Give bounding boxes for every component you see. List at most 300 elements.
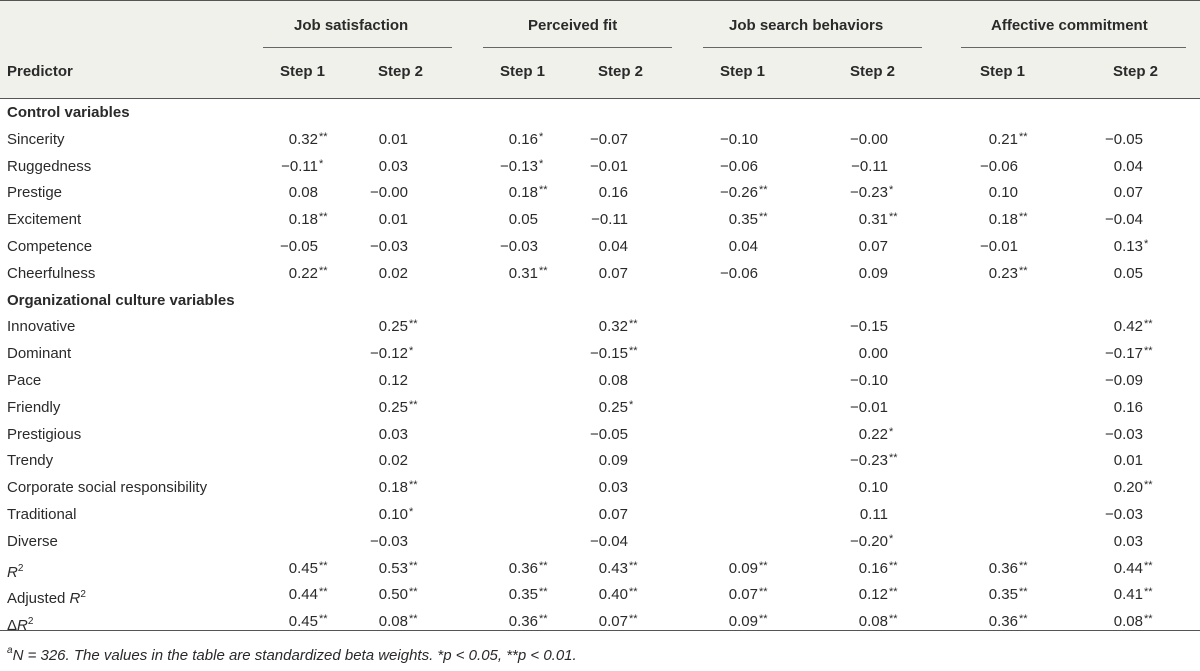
cell-value: 0.03 [378,425,408,443]
significance-marker: ** [629,586,638,599]
cell-value: −0.13 [500,157,538,175]
significance-marker: ** [319,613,328,626]
cell-value: 0.53 [378,559,408,577]
table-cell [245,211,335,230]
significance-marker: * [1144,238,1149,250]
cell-value: −0.00 [850,130,888,148]
footnote [7,646,577,664]
cell-value: −0.09 [1105,372,1143,389]
predictor-header: Predictor [7,63,73,80]
cell-value: −0.01 [980,238,1018,255]
significance-marker: ** [889,586,898,599]
cell-value: −0.10 [720,130,758,148]
cell-value: 0.03 [378,157,408,175]
table-cell [465,158,555,177]
significance-marker: ** [759,586,768,599]
stat-label-var: R [69,590,81,608]
cell-value: −0.03 [370,238,408,255]
significance-marker: ** [1144,559,1153,572]
significance-marker: ** [1144,613,1153,626]
cell-value: −0.05 [1105,130,1143,148]
row-label: Pace [7,372,42,389]
row-label: Corporate social responsibility [7,479,208,497]
significance-marker: ** [759,211,768,224]
cell-value: 0.01 [1113,452,1143,470]
table-cell [335,506,425,525]
cell-value: 0.16 [858,559,888,577]
table-cell [245,131,335,150]
cell-value: 0.20 [1113,479,1143,497]
table-cell [335,131,425,149]
significance-marker: ** [319,559,328,572]
significance-marker: * [319,157,324,170]
table-cell [1070,560,1160,579]
footnote-marker: a [7,645,13,656]
significance-marker: ** [539,613,548,626]
table-cell [945,184,1035,202]
table-cell [815,452,905,471]
table-cell [685,211,775,230]
row-label: Prestigious [7,425,82,443]
table-cell [465,560,555,579]
table-cell [465,265,555,284]
table-cell [685,560,775,579]
significance-marker: ** [409,613,418,626]
row-label: Dominant [7,345,72,363]
table-cell [335,238,425,256]
significance-marker: ** [629,318,638,331]
cell-value: 0.09 [728,559,758,577]
cell-value: −0.23 [850,184,888,202]
cell-value: 0.07 [598,264,628,282]
significance-marker: ** [1019,211,1028,224]
significance-marker: ** [319,264,328,277]
table-cell [685,158,775,176]
table-cell [245,238,335,256]
table-cell [465,184,555,203]
significance-marker: ** [1019,559,1028,572]
cell-value: −0.12 [370,345,408,363]
cell-value: −0.11 [591,211,628,229]
cell-value: 0.32 [288,130,318,148]
significance-marker: ** [409,559,418,572]
step-header: Step 1 [279,63,325,80]
cell-value: 0.02 [378,452,408,470]
table-cell [815,533,905,552]
cell-value: 0.04 [1113,157,1143,175]
table-cell [555,238,645,256]
table-cell [815,184,905,203]
significance-marker: ** [1019,264,1028,277]
table-cell [815,131,905,149]
cell-value: 0.42 [1113,318,1143,336]
table-cell [1070,158,1160,176]
significance-marker: ** [759,559,768,572]
row-label: Innovative [7,318,76,336]
cell-value: 0.18 [378,479,408,497]
table-cell [1070,613,1160,632]
stat-label [7,586,86,608]
table-cell [335,613,425,632]
table-cell [685,613,775,632]
cell-value: 0.07 [1113,184,1143,202]
table-cell [815,479,905,497]
cell-value: 0.04 [598,238,628,255]
cell-value: 0.43 [598,559,628,577]
table-cell [815,586,905,605]
cell-value: −0.20 [850,532,888,550]
cell-value: −0.15 [850,318,888,336]
cell-value: −0.17 [1105,345,1143,363]
table-cell [1070,533,1160,551]
table-cell [945,586,1035,605]
significance-marker: ** [539,559,548,572]
significance-marker: ** [759,613,768,626]
row-label: Prestige [7,184,63,202]
footnote-text: N = 326. The values in the table are standardized beta weights. *p < 0.05, **p < 0.01. [12,647,577,664]
cell-value: 0.10 [988,184,1018,202]
table-cell [815,318,905,336]
cell-value: −0.01 [590,157,628,175]
cell-value: 0.03 [1113,532,1143,550]
table-cell [1070,452,1160,470]
group-underline-job-satisfaction [263,47,452,48]
cell-value: 0.07 [858,238,888,255]
significance-marker: ** [409,479,418,492]
table-cell [245,184,335,202]
table-cell [945,560,1035,579]
stat-label-prefix: Δ [7,617,18,635]
table-cell [1070,372,1160,390]
table-cell [335,184,425,202]
cell-value: −0.03 [370,532,408,550]
table-cell [555,184,645,202]
cell-value: −0.03 [1105,425,1143,443]
table-cell [685,184,775,203]
group-header-job-satisfaction: Job satisfaction [294,17,409,34]
table-cell [335,318,425,337]
cell-value: 0.18 [988,211,1018,229]
table-cell [1070,586,1160,605]
group-header-affective-commitment: Affective commitment [991,17,1148,34]
table-cell [555,318,645,337]
significance-marker: ** [1019,130,1028,143]
cell-value: 0.44 [288,586,318,604]
cell-value: 0.02 [378,264,408,282]
table-cell [555,506,645,524]
table-cell [335,211,425,229]
significance-marker: ** [1019,613,1028,626]
cell-value: 0.16 [598,184,628,202]
section-title: Control variables [7,104,130,121]
cell-value: −0.23 [850,452,888,470]
table-cell [465,238,555,256]
cell-value: −0.26 [720,184,758,202]
cell-value: 0.45 [288,559,318,577]
cell-value: 0.23 [988,264,1018,282]
significance-marker: ** [409,318,418,331]
significance-marker: ** [539,184,548,197]
group-header-perceived-fit: Perceived fit [528,17,618,34]
table-cell [945,158,1035,176]
row-label: Excitement [7,211,82,229]
cell-value: 0.05 [508,211,538,229]
cell-value: −0.15 [590,345,628,363]
significance-marker: ** [1144,479,1153,492]
cell-value: 0.36 [988,613,1018,631]
cell-value: 0.07 [728,586,758,604]
cell-value: 0.05 [1113,264,1143,282]
table-cell [465,586,555,605]
table-cell [465,131,555,150]
table-cell [685,131,775,149]
stat-label [7,560,23,582]
table-cell [815,399,905,417]
cell-value: 0.18 [288,211,318,229]
step-header: Step 1 [979,63,1025,80]
significance-marker: ** [409,586,418,599]
cell-value: 0.36 [988,559,1018,577]
cell-value: 0.32 [598,318,628,336]
row-label: Friendly [7,398,61,416]
cell-value: −0.06 [980,157,1018,175]
cell-value: 0.18 [508,184,538,202]
table-cell [945,131,1035,150]
table-cell [555,372,645,390]
cell-value: 0.25 [378,398,408,416]
table-cell [1070,479,1160,498]
table-cell [685,586,775,605]
cell-value: −0.05 [590,425,628,443]
row-label: Trendy [7,452,54,470]
cell-value: 0.35 [728,211,758,229]
table-cell [335,265,425,283]
table-cell [335,399,425,418]
row-label: Cheerfulness [7,264,96,282]
table-cell [1070,345,1160,364]
significance-marker: * [889,532,894,545]
significance-marker: ** [889,613,898,626]
table-cell [555,211,645,229]
table-cell [465,613,555,632]
cell-value: 0.08 [598,372,628,389]
cell-value: 0.36 [508,613,538,631]
table-cell [685,265,775,283]
cell-value: 0.08 [1113,613,1143,631]
table-cell [555,158,645,176]
top-rule [0,0,1200,1]
significance-marker: * [539,157,544,170]
significance-marker: ** [319,211,328,224]
significance-marker: ** [1144,586,1153,599]
cell-value: −0.04 [590,532,628,550]
cell-value: 0.40 [598,586,628,604]
significance-marker: ** [759,184,768,197]
cell-value: 0.25 [598,398,628,416]
table-cell [945,265,1035,284]
table-cell [1070,238,1160,257]
table-cell [245,560,335,579]
significance-marker: * [409,506,414,518]
cell-value: 0.00 [858,345,888,363]
table-cell [245,265,335,284]
cell-value: −0.10 [850,372,888,389]
cell-value: −0.04 [1105,211,1143,229]
cell-value: 0.50 [378,586,408,604]
cell-value: 0.12 [858,586,888,604]
stat-label-exponent: 2 [27,616,34,628]
table-cell [555,426,645,444]
cell-value: −0.00 [370,184,408,202]
table-cell [815,372,905,390]
cell-value: −0.06 [720,157,758,175]
table-cell [1070,399,1160,417]
cell-value: 0.09 [598,452,628,470]
cell-value: 0.07 [598,613,628,631]
cell-value: 0.09 [858,264,888,282]
cell-value: −0.07 [590,130,628,148]
table-cell [815,426,905,445]
cell-value: −0.03 [1105,506,1143,523]
cell-value: 0.35 [988,586,1018,604]
table-cell [465,211,555,229]
cell-value: −0.06 [720,264,758,282]
table-cell [1070,265,1160,283]
significance-marker: ** [1144,345,1153,358]
cell-value: 0.07 [598,506,628,523]
table-cell [555,399,645,418]
significance-marker: ** [409,398,418,411]
group-underline-job-search [703,47,922,48]
step-header: Step 1 [499,63,545,80]
cell-value: 0.22 [858,425,888,443]
table-cell [945,613,1035,632]
table-cell [555,131,645,149]
cell-value: 0.16 [1113,398,1143,416]
cell-value: 0.36 [508,559,538,577]
significance-marker: ** [319,130,328,143]
cell-value: 0.31 [508,264,538,282]
row-label: Ruggedness [7,157,92,175]
cell-value: −0.01 [850,398,888,416]
group-underline-perceived-fit [483,47,672,48]
table-cell [555,452,645,470]
table-cell [335,479,425,498]
table-cell [555,479,645,497]
cell-value: 0.12 [378,372,408,389]
header-band [0,0,1200,98]
row-label: Diverse [7,532,58,550]
step-header: Step 1 [719,63,765,80]
significance-marker: ** [1144,318,1153,331]
significance-marker: * [889,184,894,197]
cell-value: 0.21 [988,130,1018,148]
cell-value: 0.11 [859,506,888,523]
step-header: Step 2 [1112,63,1158,80]
table-cell [555,613,645,632]
group-underline-affective-commitment [961,47,1186,48]
cell-value: 0.04 [728,238,758,255]
cell-value: 0.35 [508,586,538,604]
table-cell [335,586,425,605]
step-header: Step 2 [377,63,423,80]
table-cell [335,533,425,551]
significance-marker: * [889,425,894,438]
cell-value: 0.01 [378,211,408,229]
cell-value: 0.08 [858,613,888,631]
significance-marker: ** [629,345,638,358]
significance-marker: * [629,398,634,411]
table-cell [1070,211,1160,229]
table-cell [555,345,645,364]
table-cell [335,158,425,176]
row-label: Traditional [7,506,77,523]
table-cell [245,613,335,632]
cell-value: 0.41 [1113,586,1143,604]
cell-value: 0.13 [1113,238,1143,255]
table-cell [555,533,645,551]
table-cell [335,452,425,470]
table-cell [555,265,645,283]
row-label: Sincerity [7,130,65,148]
cell-value: 0.01 [378,130,408,148]
table-cell [815,345,905,363]
stat-label-prefix: Adjusted [7,590,70,608]
table-cell [1070,184,1160,202]
significance-marker: ** [889,452,898,465]
significance-marker: ** [539,586,548,599]
table-cell [815,560,905,579]
cell-value: 0.44 [1113,559,1143,577]
significance-marker: ** [319,586,328,599]
cell-value: 0.08 [378,613,408,631]
table-cell [335,426,425,444]
significance-marker: * [409,345,414,358]
row-label: Competence [7,238,93,255]
table-cell [555,560,645,579]
cell-value: 0.45 [288,613,318,631]
significance-marker: ** [539,264,548,277]
table-cell [685,238,775,256]
section-title: Organizational culture variables [7,291,235,309]
table-cell [1070,426,1160,444]
table-cell [335,560,425,579]
stat-label-var: R [17,617,28,635]
cell-value: −0.05 [280,238,318,255]
cell-value: 0.31 [858,211,888,229]
stat-label [7,613,33,635]
table-cell [945,238,1035,256]
stat-label-var: R [7,563,18,581]
stat-label-exponent: 2 [80,589,86,601]
cell-value: 0.08 [288,184,318,202]
table-cell [815,613,905,632]
table-cell [335,372,425,390]
significance-marker: ** [629,559,638,572]
cell-value: −0.11 [281,157,318,175]
cell-value: 0.03 [598,479,628,497]
table-cell [335,345,425,364]
stat-label-exponent: 2 [17,562,24,574]
significance-marker: ** [889,559,898,572]
cell-value: −0.03 [500,238,538,255]
table-cell [1070,131,1160,149]
significance-marker: ** [1019,586,1028,599]
table-cell [815,265,905,283]
group-header-job-search-behaviors: Job search behaviors [729,17,884,34]
table-cell [815,211,905,230]
table-cell [555,586,645,605]
